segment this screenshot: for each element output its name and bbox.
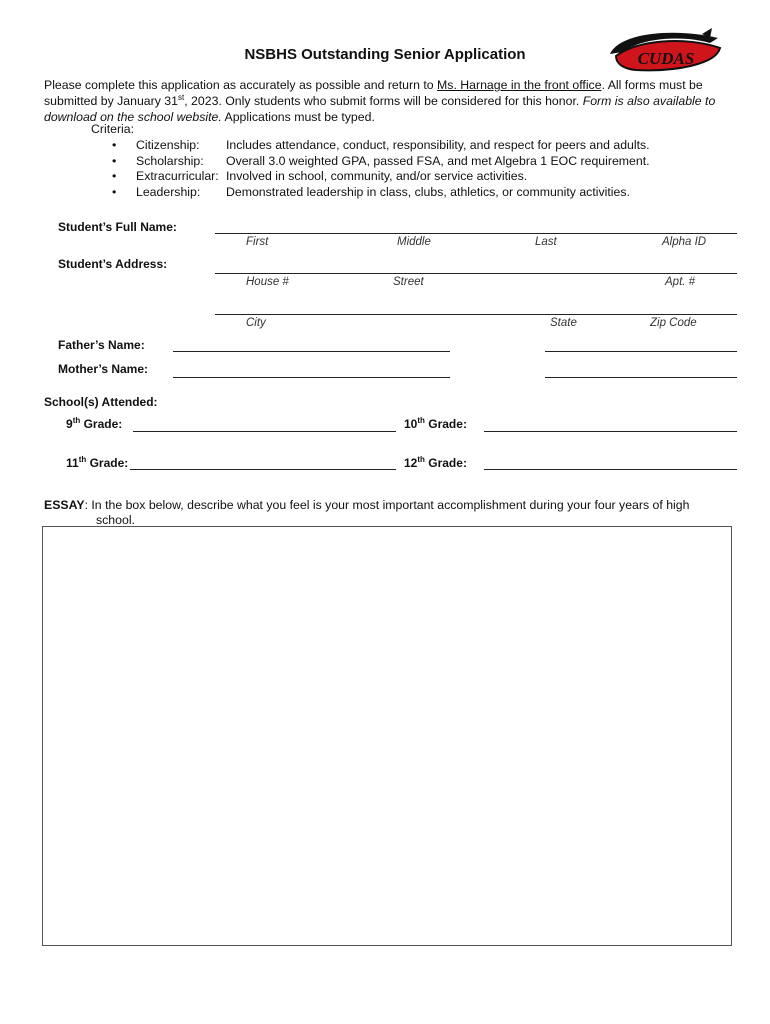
caption-state: State: [550, 317, 577, 329]
grade-12-label: 12th Grade:: [404, 455, 467, 470]
mother-name-input-ext[interactable]: [545, 377, 737, 378]
grade-9-input[interactable]: [133, 431, 396, 432]
instructions: Please complete this application as accurately as possible and return to Ms. Harnage in the front office. All forms must be submitted by January 31st, 2023. Only students who submit forms will be considered for this honor. Form is also available to download on the school website. Applications must be typed.: [44, 78, 716, 124]
caption-city: City: [246, 317, 266, 329]
grade-12-input[interactable]: [484, 469, 737, 470]
return-location: Ms. Harnage in the front office: [437, 78, 602, 92]
father-name-input[interactable]: [173, 351, 450, 352]
school-logo: [606, 26, 726, 76]
caption-middle: Middle: [397, 236, 431, 248]
caption-apt: Apt. #: [665, 276, 696, 288]
criteria-item: • Citizenship: Includes attendance, conduct, responsibility, and respect for peers and adults.: [112, 138, 650, 152]
criteria-item: • Leadership: Demonstrated leadership in class, clubs, athletics, or community activities.: [112, 184, 630, 199]
address-label: Student’s Address:: [58, 257, 168, 271]
essay-textarea[interactable]: [42, 526, 732, 946]
criteria-heading: Criteria:: [91, 122, 135, 136]
caption-first: First: [246, 236, 269, 248]
grade-11-input[interactable]: [130, 469, 396, 470]
grade-10-label: 10th Grade:: [404, 416, 467, 431]
caption-street: Street: [393, 276, 424, 288]
criteria-list: [112, 138, 650, 200]
caption-zip: Zip Code: [650, 317, 697, 329]
address-line1-input[interactable]: [215, 273, 737, 274]
logo-text: CUDAS: [637, 49, 695, 68]
father-name-label: Father’s Name:: [58, 338, 145, 352]
essay-instructions: ESSAY: In the box below, describe what you feel is your most important accomplishment during your four years of high school.: [44, 498, 690, 527]
mother-name-label: Mother’s Name:: [58, 362, 149, 376]
grade-9-label: 9th Grade:: [66, 416, 123, 431]
mother-name-input[interactable]: [173, 377, 450, 378]
page-title: NSBHS Outstanding Senior Application: [244, 46, 526, 63]
grade-10-input[interactable]: [484, 431, 737, 432]
full-name-label: Student’s Full Name:: [58, 220, 177, 234]
criteria-item: • Scholarship: Overall 3.0 weighted GPA, passed FSA, and met Algebra 1 EOC requirement.: [112, 153, 650, 168]
father-name-input-ext[interactable]: [545, 351, 737, 352]
address-line2-input[interactable]: [215, 314, 737, 315]
criteria-item: • Extracurricular: Involved in school, community, and/or service activities.: [112, 169, 528, 183]
caption-house: House #: [246, 276, 289, 288]
grade-11-label: 11th Grade:: [66, 455, 129, 470]
caption-last: Last: [535, 236, 557, 248]
full-name-input[interactable]: [215, 233, 737, 234]
schools-heading: School(s) Attended:: [44, 395, 158, 409]
caption-alpha-id: Alpha ID: [662, 236, 707, 248]
